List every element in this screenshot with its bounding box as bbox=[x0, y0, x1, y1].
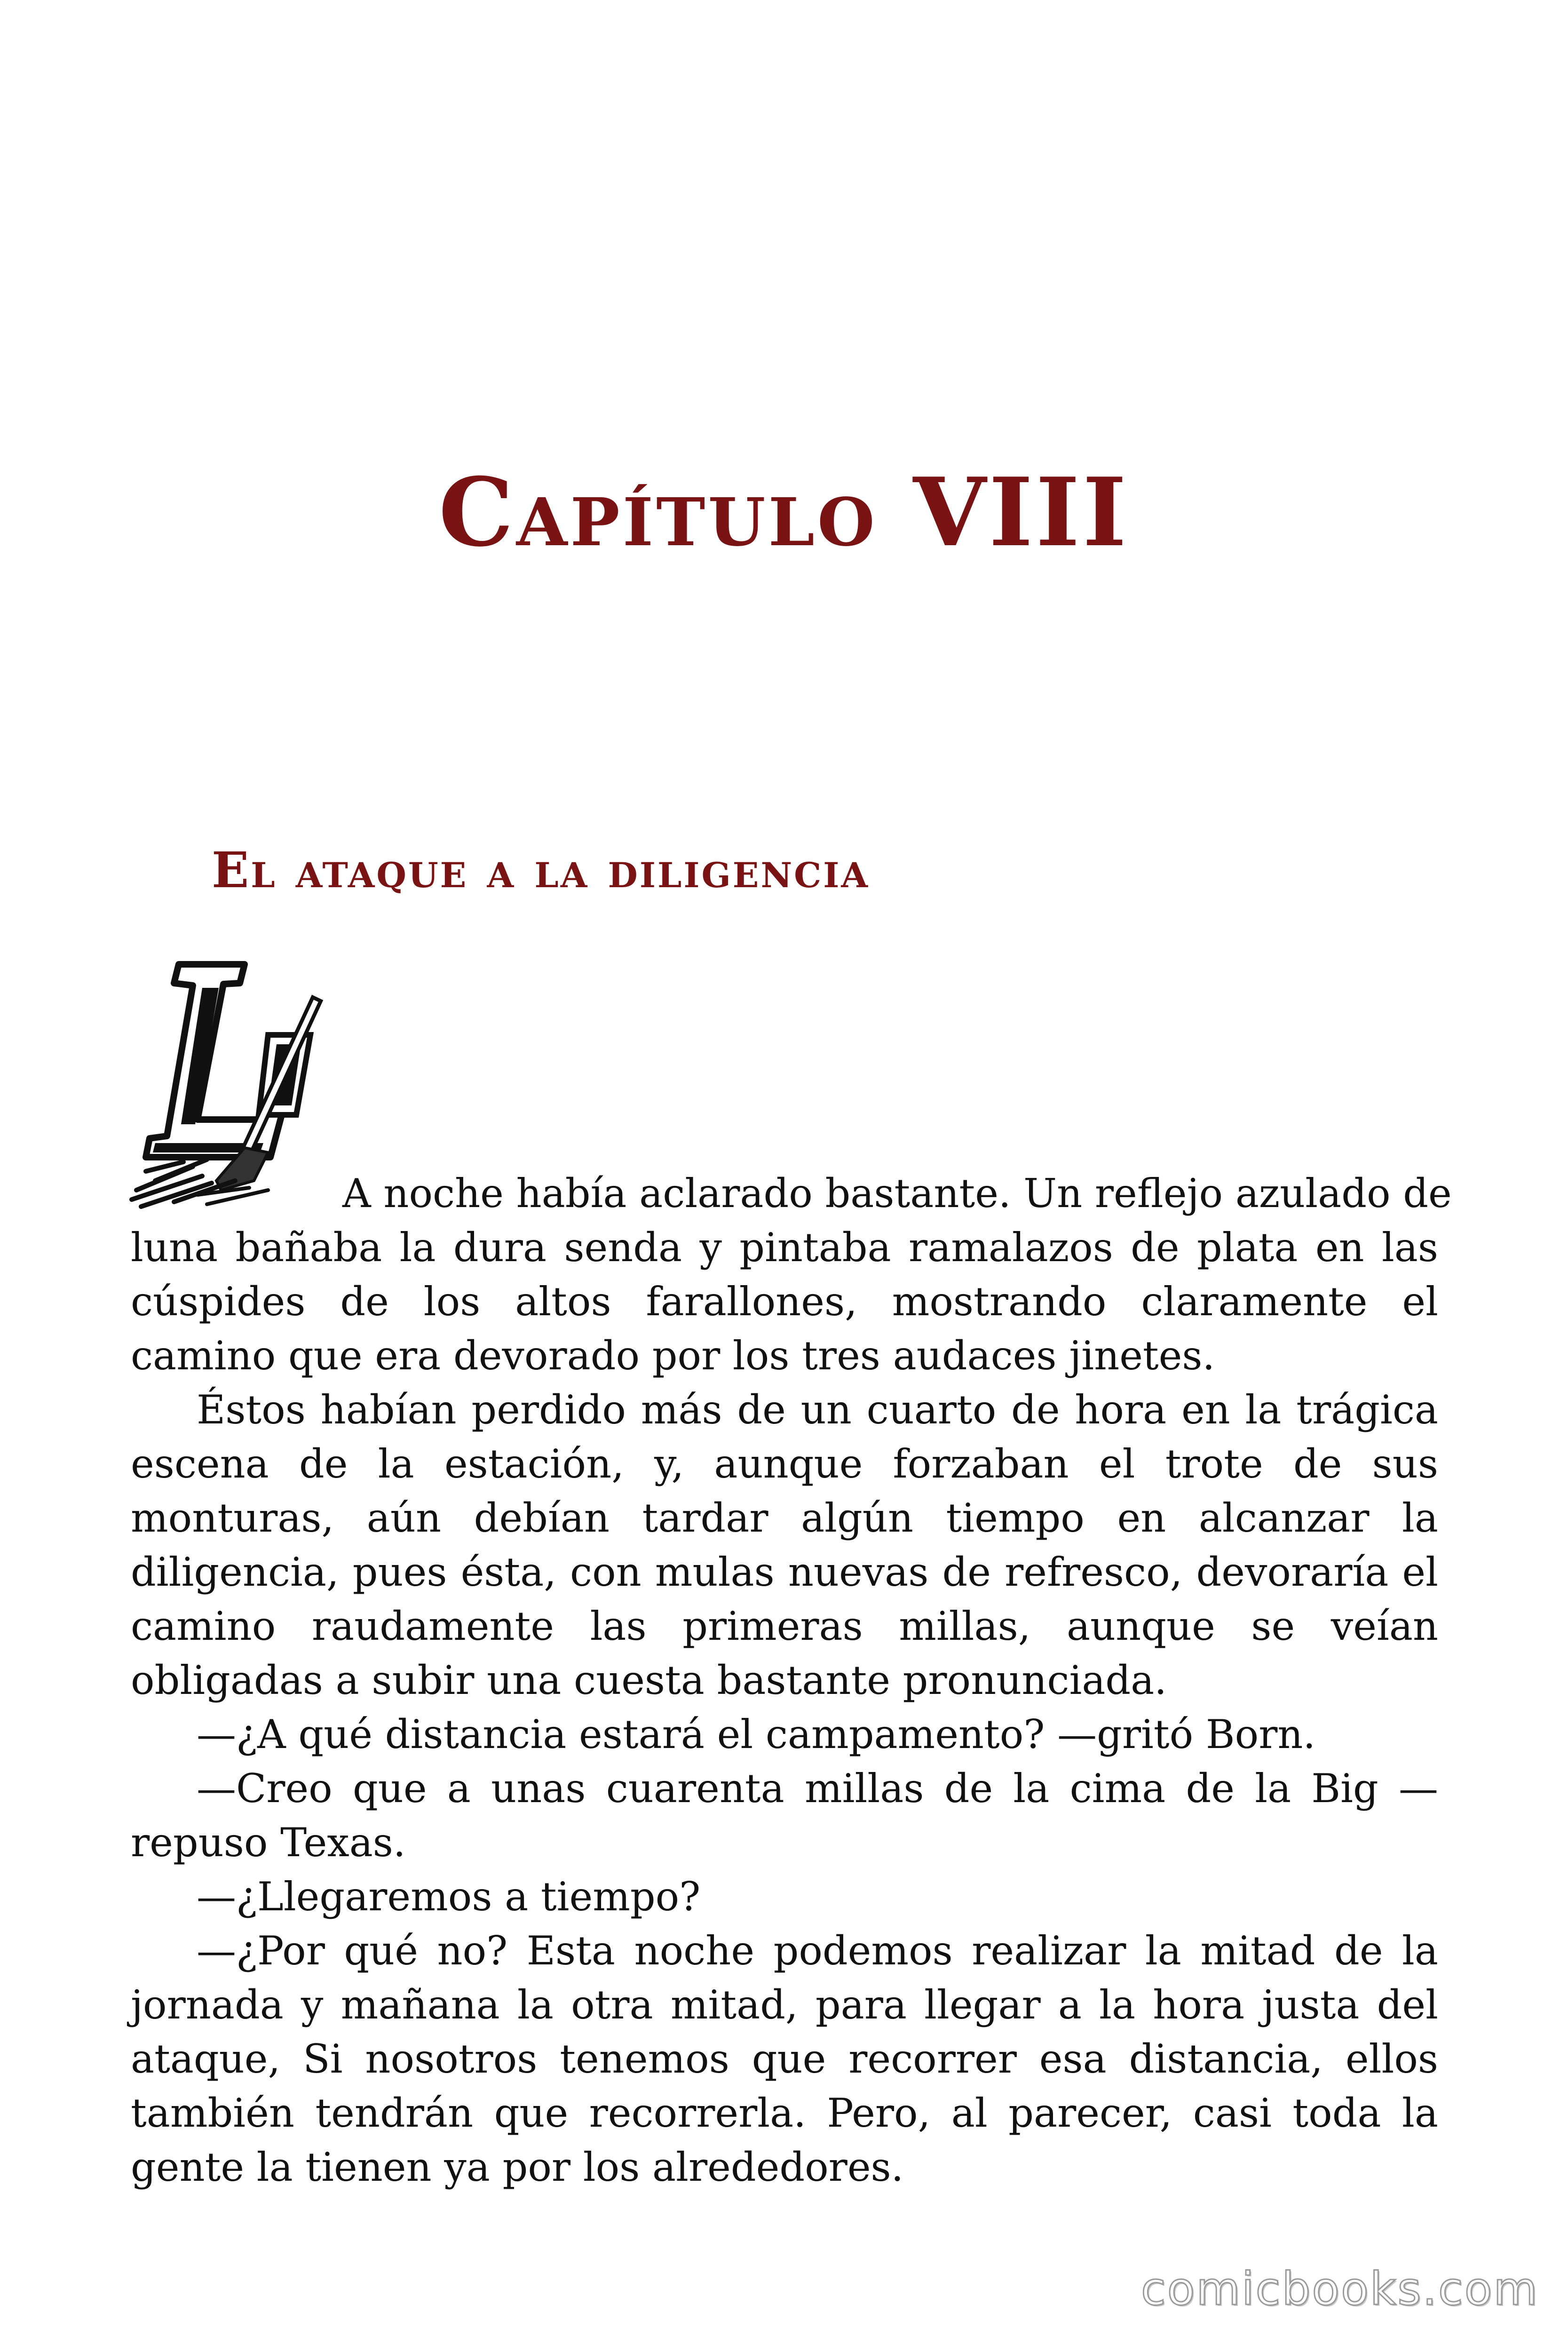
first-line: A noche había aclarado bastante. Un reflejo azulado de bbox=[342, 1170, 1452, 1216]
paragraph-1-continued: luna bañaba la dura senda y pintaba ramalazos de plata en las cúspides de los altos farallones, mostrando claramente el camino que era devorado por los tres audaces jinetes. bbox=[131, 1224, 1438, 1379]
paragraph-5: —¿Llegaremos a tiempo? bbox=[197, 1874, 701, 1920]
chapter-title: Capítulo VIII bbox=[438, 457, 1130, 568]
body-text bbox=[131, 1221, 1438, 2194]
dropcap-letter-icon bbox=[127, 946, 339, 1209]
section-title: El ataque a la diligencia bbox=[212, 841, 870, 899]
paragraph-3: —¿A qué distancia estará el campamento? —gritó Born. bbox=[197, 1711, 1316, 1757]
paragraph-4: —Creo que a unas cuarenta millas de la cima de la Big —repuso Texas. bbox=[131, 1765, 1438, 1866]
watermark: comicbooks.com bbox=[1140, 2263, 1539, 2315]
paragraph-6: —¿Por qué no? Esta noche podemos realizar la mitad de la jornada y mañana la otra mitad, para llegar a la hora justa del ataque, Si nosotros tenemos que recorrer esa distancia, ellos también tendrán que recorrerla. Pero, al parecer, casi toda la gente la tienen ya por los alrededores. bbox=[131, 1928, 1438, 2190]
paragraph-2: Éstos habían perdido más de un cuarto de hora en la trágica escena de la estación, y, aunque forzaban el trote de sus monturas, aún debían tardar algún tiempo en alcanzar la diligencia, pues ésta, con mulas nuevas de refresco, devoraría el camino raudamente las primeras millas, aunque se veían obligadas a subir una cuesta bastante pronunciada. bbox=[131, 1387, 1438, 1703]
